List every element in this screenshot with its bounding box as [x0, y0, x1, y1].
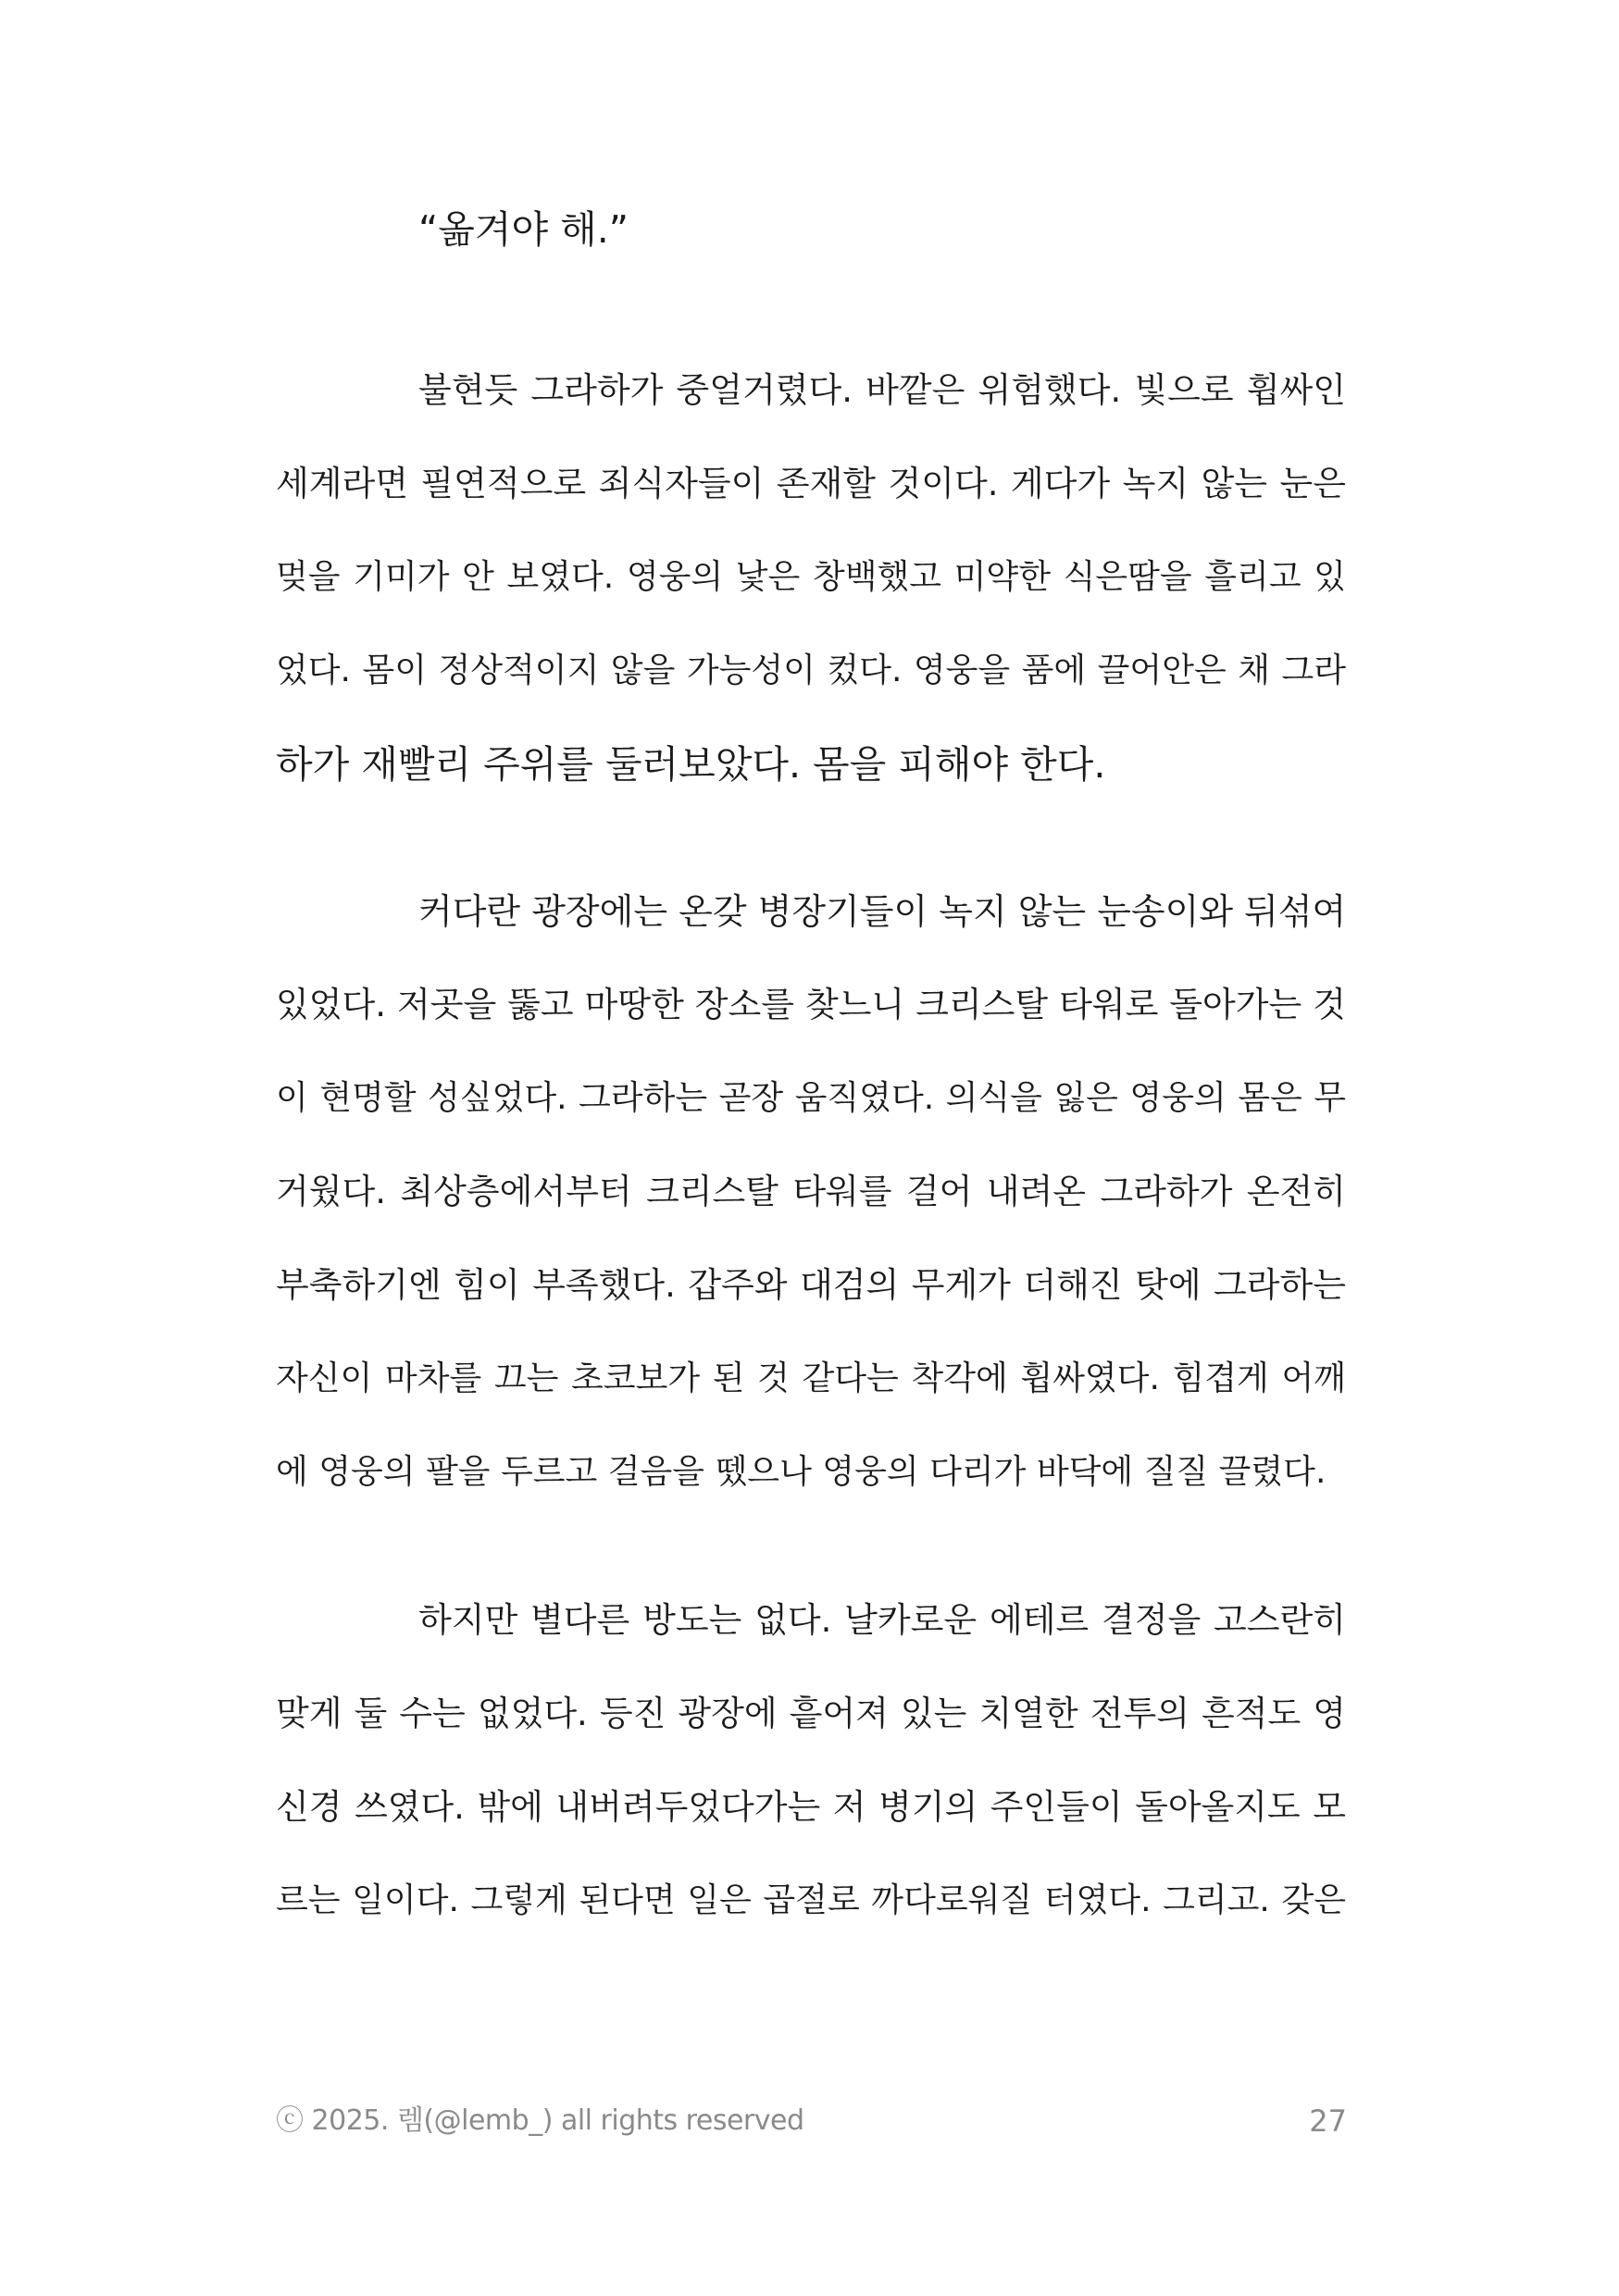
- paragraph-2-line-3: 이 현명할 성싶었다. 그라하는 곧장 움직였다. 의식을 잃은 영웅의 몸은 무: [276, 1079, 1346, 1117]
- paragraph-3-line-3: 신경 쓰였다. 밖에 내버려두었다가는 저 병기의 주인들이 돌아올지도 모: [276, 1787, 1346, 1827]
- paragraph-2-line-2: 있었다. 저곳을 뚫고 마땅한 장소를 찾느니 크리스탈 타워로 돌아가는 것: [276, 985, 1346, 1024]
- paragraph-3-line-2: 맞게 둘 수는 없었다. 등진 광장에 흩어져 있는 치열한 전투의 흔적도 영: [276, 1694, 1346, 1733]
- copyright-notice: ⓒ 2025. 렘(@lemb_) all rights reserved: [276, 2104, 804, 2137]
- paragraph-1-line-2: 세계라면 필연적으로 죄식자들이 존재할 것이다. 게다가 녹지 않는 눈은: [276, 464, 1346, 503]
- paragraph-1-line-4: 었다. 몸이 정상적이지 않을 가능성이 컸다. 영웅을 품에 끌어안은 채 그라: [276, 652, 1346, 689]
- paragraph-2-line-6: 자신이 마차를 끄는 초코보가 된 것 같다는 착각에 휩싸였다. 힘겹게 어깨: [276, 1359, 1346, 1397]
- page-number: 27: [1309, 2104, 1347, 2139]
- paragraph-2-line-7: 에 영웅의 팔을 두르고 걸음을 뗐으나 영웅의 다리가 바닥에 질질 끌렸다.: [276, 1453, 1326, 1491]
- paragraph-2-line-1: 커다란 광장에는 온갖 병장기들이 녹지 않는 눈송이와 뒤섞여: [418, 891, 1347, 932]
- paragraph-1-line-3: 멎을 기미가 안 보였다. 영웅의 낯은 창백했고 미약한 식은땀을 흘리고 있: [276, 558, 1346, 596]
- dialogue-line: “옮겨야 해.”: [418, 207, 629, 252]
- paragraph-1-line-1: 불현듯 그라하가 중얼거렸다. 바깥은 위험했다. 빛으로 휩싸인: [418, 370, 1346, 410]
- paragraph-3-line-1: 하지만 별다른 방도는 없다. 날카로운 에테르 결정을 고스란히: [418, 1600, 1346, 1640]
- paragraph-3-line-4: 르는 일이다. 그렇게 된다면 일은 곱절로 까다로워질 터였다. 그리고. 갖은: [276, 1881, 1346, 1919]
- paragraph-1-line-5: 하가 재빨리 주위를 둘러보았다. 몸을 피해야 한다.: [276, 742, 1106, 787]
- paragraph-2-line-4: 거웠다. 최상층에서부터 크리스탈 타워를 걸어 내려온 그라하가 온전히: [276, 1172, 1346, 1211]
- paragraph-2-line-5: 부축하기엔 힘이 부족했다. 갑주와 대검의 무게가 더해진 탓에 그라하는: [276, 1265, 1346, 1305]
